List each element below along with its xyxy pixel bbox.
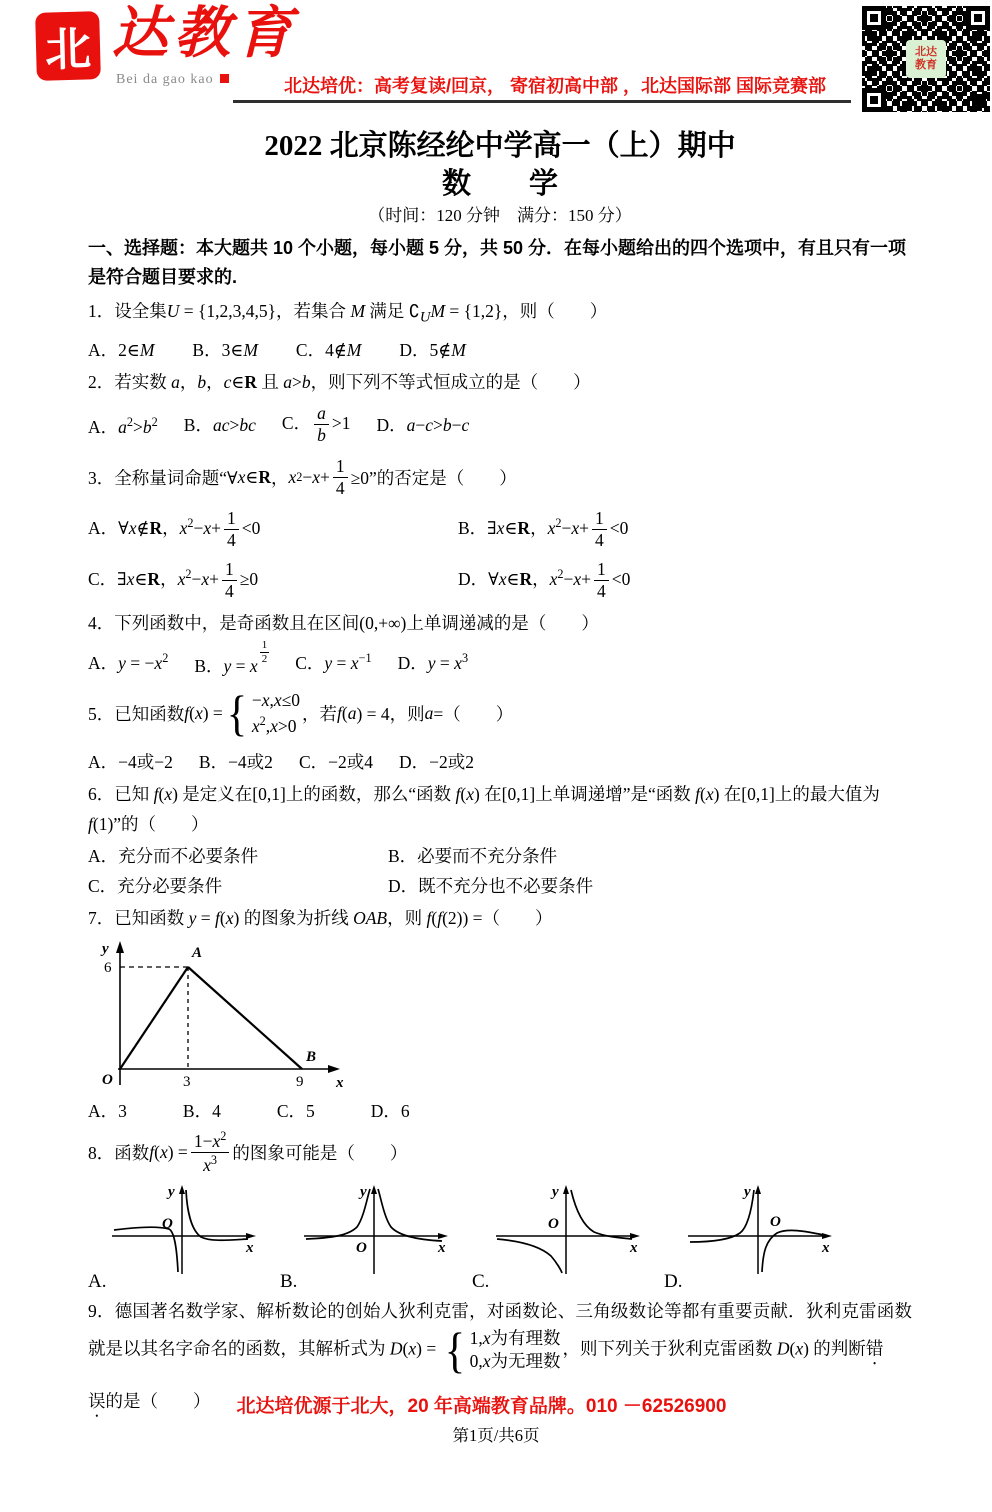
question-7-stem: 7．已知函数 y = f(x) 的图象为折线 OAB，则 f(f(2)) =（ ） xyxy=(88,907,553,928)
exam-subject: 数 学 xyxy=(441,168,558,200)
qr-center-label: 北达 教育 xyxy=(906,40,946,78)
option: D．∀x∈R，$x^2-x+$ $\frac{1}{4}$ <0 xyxy=(458,558,631,602)
question-5 xyxy=(88,683,912,777)
option: C．充分必要条件 xyxy=(88,875,223,896)
option: B．ac>bc xyxy=(183,414,256,435)
option: B．必要而不充分条件 xyxy=(388,845,558,866)
question-6-stem: 6．已知 f(x) 是定义在[0,1]上的函数，那么“函数 f(x) 在[0,1]上单调递增”是“函数 f(x) 在[0,1]上的最大值为 f(1)”的（ ） xyxy=(88,783,880,834)
section-heading: 一、选择题：本大题共 10 个小题，每小题 5 分，共 50 分．在每小题给出的四个选项中，有且只有一项是符合题目要求的. xyxy=(88,238,907,287)
beida-seal-icon xyxy=(35,11,101,81)
exam-meta: （时间：120 分钟 满分：150 分） xyxy=(368,206,632,225)
question-6 xyxy=(88,779,912,901)
beida-logo-script: 达教育 xyxy=(112,0,298,66)
question-7-options xyxy=(88,1096,912,1126)
y-axis-label: y xyxy=(102,940,109,957)
question-5-options xyxy=(88,747,912,777)
question-3-options-row1 xyxy=(88,505,912,555)
option: D．5∉M xyxy=(399,339,466,360)
x-tick-9: 9 xyxy=(296,1073,304,1089)
point-a-label: A xyxy=(192,944,203,961)
question-4-stem: 4．下列函数中，是奇函数且在区间(0,+∞)上单调递减的是（ ） xyxy=(88,612,599,633)
option: D．既不充分也不必要条件 xyxy=(388,875,594,896)
header-slogan: 北达培优：高考复读/回京， 寄宿初高中部 ，北达国际部 国际竞赛部 xyxy=(284,76,827,96)
question-9-stem: 9．德国著名数学家、解析数论的创始人狄利克雷，对函数论、三角级数论等都有重要贡献．狄利克雷函数就是以其名字命名的函数，其解析式为 D(x) = { 1,x为有理数 0,x为无理数 ，则下列关于狄利克雷函数 D(x) 的判断错 xyxy=(88,1300,912,1378)
option: B．y = x $\frac{1}{2}$ xyxy=(194,638,268,676)
option: D．a−c>b−c xyxy=(376,414,470,435)
svg-text:y: y xyxy=(360,1183,367,1200)
q8-graph-d-plot xyxy=(684,1182,836,1276)
option: C．∃x∈R，$x^2-x+$ $\frac{1}{4}$ ≥0 xyxy=(88,558,259,602)
option: C．4∉M xyxy=(295,339,362,360)
svg-text:x: x xyxy=(630,1239,638,1256)
q8-graph-b xyxy=(280,1182,472,1292)
question-8 xyxy=(88,1128,912,1292)
red-square-icon xyxy=(220,74,229,83)
option: B．−4或2 xyxy=(198,751,273,772)
exam-body xyxy=(0,116,992,1421)
option: B．3∈M xyxy=(192,339,258,360)
option: A．2∈M xyxy=(88,339,155,360)
option: C． $\frac{a}{b}$ >1 xyxy=(281,402,351,445)
svg-text:O: O xyxy=(162,1215,173,1232)
option: C．5 xyxy=(276,1100,315,1121)
header-divider xyxy=(233,100,851,103)
q8-label-c: C. xyxy=(472,1270,490,1292)
svg-text:x: x xyxy=(822,1239,830,1256)
svg-text:y: y xyxy=(744,1183,751,1200)
svg-text:O: O xyxy=(356,1239,367,1256)
question-2-options xyxy=(88,399,912,451)
point-b-label: B xyxy=(306,1048,317,1065)
x-axis-label: x xyxy=(336,1074,344,1089)
y-tick-6: 6 xyxy=(104,959,112,976)
exam-title: 2022 北京陈经纶中学高一（上）期中 xyxy=(264,130,736,162)
promo-text: 北达培优源于北大，20 年高端教育品牌。010 －62526900 xyxy=(236,1395,727,1417)
qr-code xyxy=(862,6,990,112)
option: B．∃x∈R，$x^2-x+$ $\frac{1}{4}$ <0 xyxy=(458,507,629,551)
q8-label-a: A. xyxy=(88,1270,107,1292)
qr-finder-topright xyxy=(966,6,990,30)
option: D．$y = x^3$ xyxy=(397,650,469,673)
question-9-tail-row xyxy=(88,1388,912,1421)
page-footer: 第1页/共6页 xyxy=(452,1426,540,1445)
option: A．$y = -x^2$ xyxy=(88,650,169,673)
beida-logo-subtext: Bei da gao kao xyxy=(116,72,229,88)
option: D．−2或2 xyxy=(398,751,474,772)
question-5-stem: 5．已知函数 f ( x ) = { −x,x≤0 $x^2,x>0$ ，若 f ( a ) = 4，则 a =（ ） xyxy=(88,684,514,741)
question-4 xyxy=(88,608,912,681)
option: A．3 xyxy=(88,1100,127,1121)
option: B．4 xyxy=(182,1100,221,1121)
option: A．$a^2>b^2$ xyxy=(88,415,158,437)
origin-label: O xyxy=(102,1071,113,1088)
question-9-tail: 误的是（ ） xyxy=(88,1390,211,1411)
qr-finder-topleft xyxy=(862,6,886,30)
option: C．$y = x^{-1}$ xyxy=(295,650,372,673)
q7-figure-graph xyxy=(90,939,350,1089)
seal-character: 北 xyxy=(44,23,92,76)
option: D．6 xyxy=(370,1100,410,1121)
question-9 xyxy=(88,1296,912,1421)
q8-graph-a xyxy=(88,1182,280,1292)
question-2-stem: 2．若实数 a，b，c∈R 且 a>b，则下列不等式恒成立的是（ ） xyxy=(88,371,591,392)
page-header xyxy=(0,0,992,118)
svg-text:x: x xyxy=(438,1239,446,1256)
svg-text:O: O xyxy=(548,1215,559,1232)
question-1-options xyxy=(88,335,912,365)
option: A．∀x∉R，$x^2-x+$ $\frac{1}{4}$ <0 xyxy=(88,507,261,551)
svg-text:x: x xyxy=(246,1239,254,1256)
q8-label-b: B. xyxy=(280,1270,298,1292)
option: C．−2或4 xyxy=(298,751,373,772)
qr-finder-bottomright xyxy=(972,94,986,108)
option: A．−4或−2 xyxy=(88,751,173,772)
x-tick-3: 3 xyxy=(183,1073,191,1089)
question-6-options-row1 xyxy=(88,842,912,871)
question-7 xyxy=(88,903,912,1126)
question-3-stem: 3．全称量词命题“∀ x ∈ R ， x 2 − x + $\frac{1}{4}$ ≥0”的否定是（ ） xyxy=(88,455,517,498)
question-1-stem: 1．设全集U = {1,2,3,4,5}，若集合 M 满足 $∁_UM = \{1,2\}$，则（ ） xyxy=(88,301,608,326)
q8-graph-c xyxy=(472,1182,664,1292)
q8-graph-b-plot xyxy=(300,1182,452,1276)
question-3-options-row2 xyxy=(88,556,912,606)
svg-text:y: y xyxy=(552,1183,559,1200)
q8-graph-a-plot xyxy=(108,1182,260,1276)
q8-graph-c-plot xyxy=(492,1182,644,1276)
question-8-stem: 8．函数 f ( x ) = $\frac{1-x^2}{x^3}$ 的图象可能是（ ） xyxy=(88,1128,408,1175)
q8-graph-d xyxy=(664,1182,856,1292)
svg-text:O: O xyxy=(770,1213,781,1230)
q8-label-d: D. xyxy=(664,1270,683,1292)
option: A．充分而不必要条件 xyxy=(88,845,259,866)
question-4-options xyxy=(88,640,912,681)
question-6-options-row2 xyxy=(88,872,912,901)
question-2 xyxy=(88,367,912,451)
question-8-graphs xyxy=(88,1182,912,1292)
question-3 xyxy=(88,453,912,606)
question-1 xyxy=(88,296,912,365)
svg-text:y: y xyxy=(168,1183,175,1200)
qr-finder-bottomleft xyxy=(862,88,886,112)
